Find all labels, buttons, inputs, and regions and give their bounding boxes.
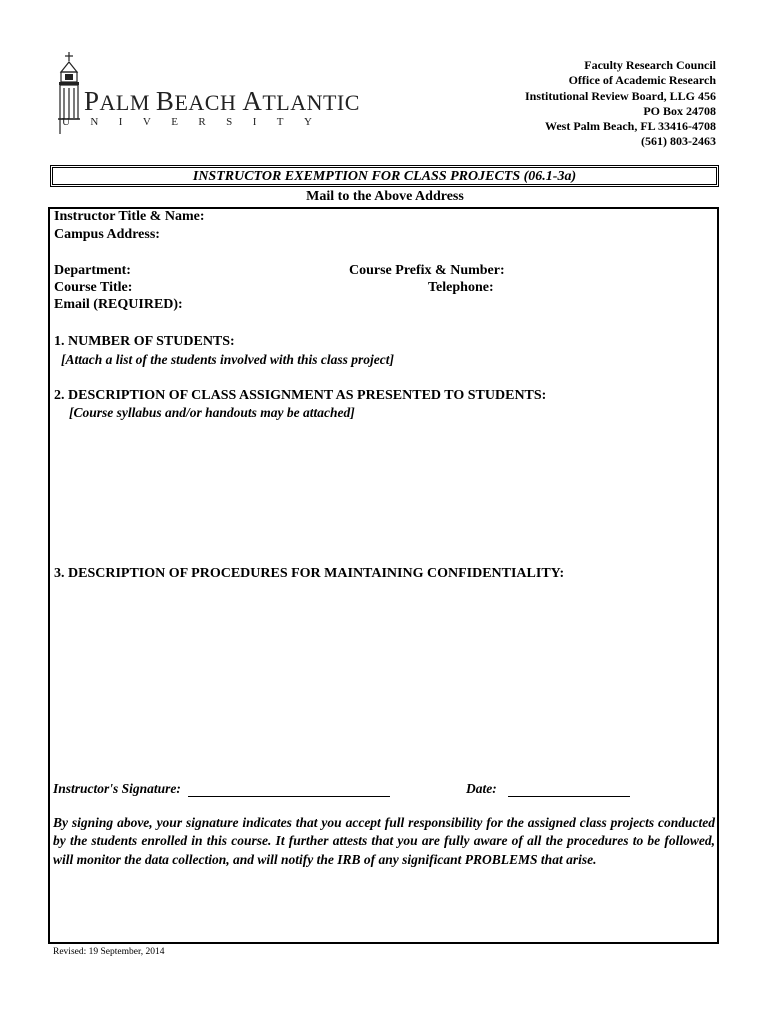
date-label: Date: — [466, 781, 497, 796]
signature-label: Instructor's Signature: — [53, 781, 181, 796]
instructor-name-field[interactable]: Instructor Title & Name: — [54, 209, 205, 224]
telephone-field[interactable]: Telephone: — [428, 280, 494, 295]
email-field[interactable]: Email (REQUIRED): — [54, 297, 183, 312]
course-title-field[interactable]: Course Title: — [54, 280, 133, 295]
signature-line[interactable] — [188, 782, 390, 797]
form-title: INSTRUCTOR EXEMPTION FOR CLASS PROJECTS (06.1-3a) — [192, 169, 577, 184]
address-line: PO Box 24708 — [643, 103, 716, 118]
attestation-statement: By signing above, your signature indicates that you accept full responsibility for the assigned class projects conducted by the students enrolled in this course. It further attests that you are fully aware of all the procedures to be followed, will monitor the data collection, and will notify the IRB of any significant PROBLEMS that arise. — [53, 815, 715, 867]
office-address — [525, 58, 716, 150]
address-line: Office of Academic Research — [568, 73, 716, 88]
section-1-title: 1. NUMBER OF STUDENTS: — [54, 334, 235, 349]
section-2-note: [Course syllabus and/or handouts may be attached] — [69, 405, 355, 420]
address-line: Institutional Review Board, LLG 456 — [524, 88, 716, 103]
revision-date: Revised: 19 September, 2014 — [53, 947, 165, 957]
address-line: West Palm Beach, FL 33416-4708 — [545, 119, 716, 134]
section-1-note: [Attach a list of the students involved with this class project] — [61, 352, 395, 367]
signature-field[interactable] — [53, 781, 390, 797]
campus-address-field[interactable]: Campus Address: — [54, 227, 160, 242]
department-field[interactable]: Department: — [54, 263, 131, 278]
logo-wordmark: PALM BEACH ATLANTIC — [84, 86, 360, 116]
date-line[interactable] — [508, 782, 630, 797]
date-field[interactable] — [466, 781, 630, 797]
section-3-title: 3. DESCRIPTION OF PROCEDURES FOR MAINTAINING CONFIDENTIALITY: — [54, 566, 565, 581]
logo-university-text: U N I V E R S I T Y — [62, 116, 312, 128]
university-logo — [54, 52, 360, 136]
address-line: (561) 803-2463 — [641, 134, 716, 149]
address-line: Faculty Research Council — [584, 58, 716, 72]
section-2-title: 2. DESCRIPTION OF CLASS ASSIGNMENT AS PRESENTED TO STUDENTS: — [54, 388, 547, 403]
form-title-box — [50, 165, 719, 187]
course-prefix-field[interactable]: Course Prefix & Number: — [349, 263, 505, 278]
mail-instruction: Mail to the Above Address — [306, 189, 464, 204]
